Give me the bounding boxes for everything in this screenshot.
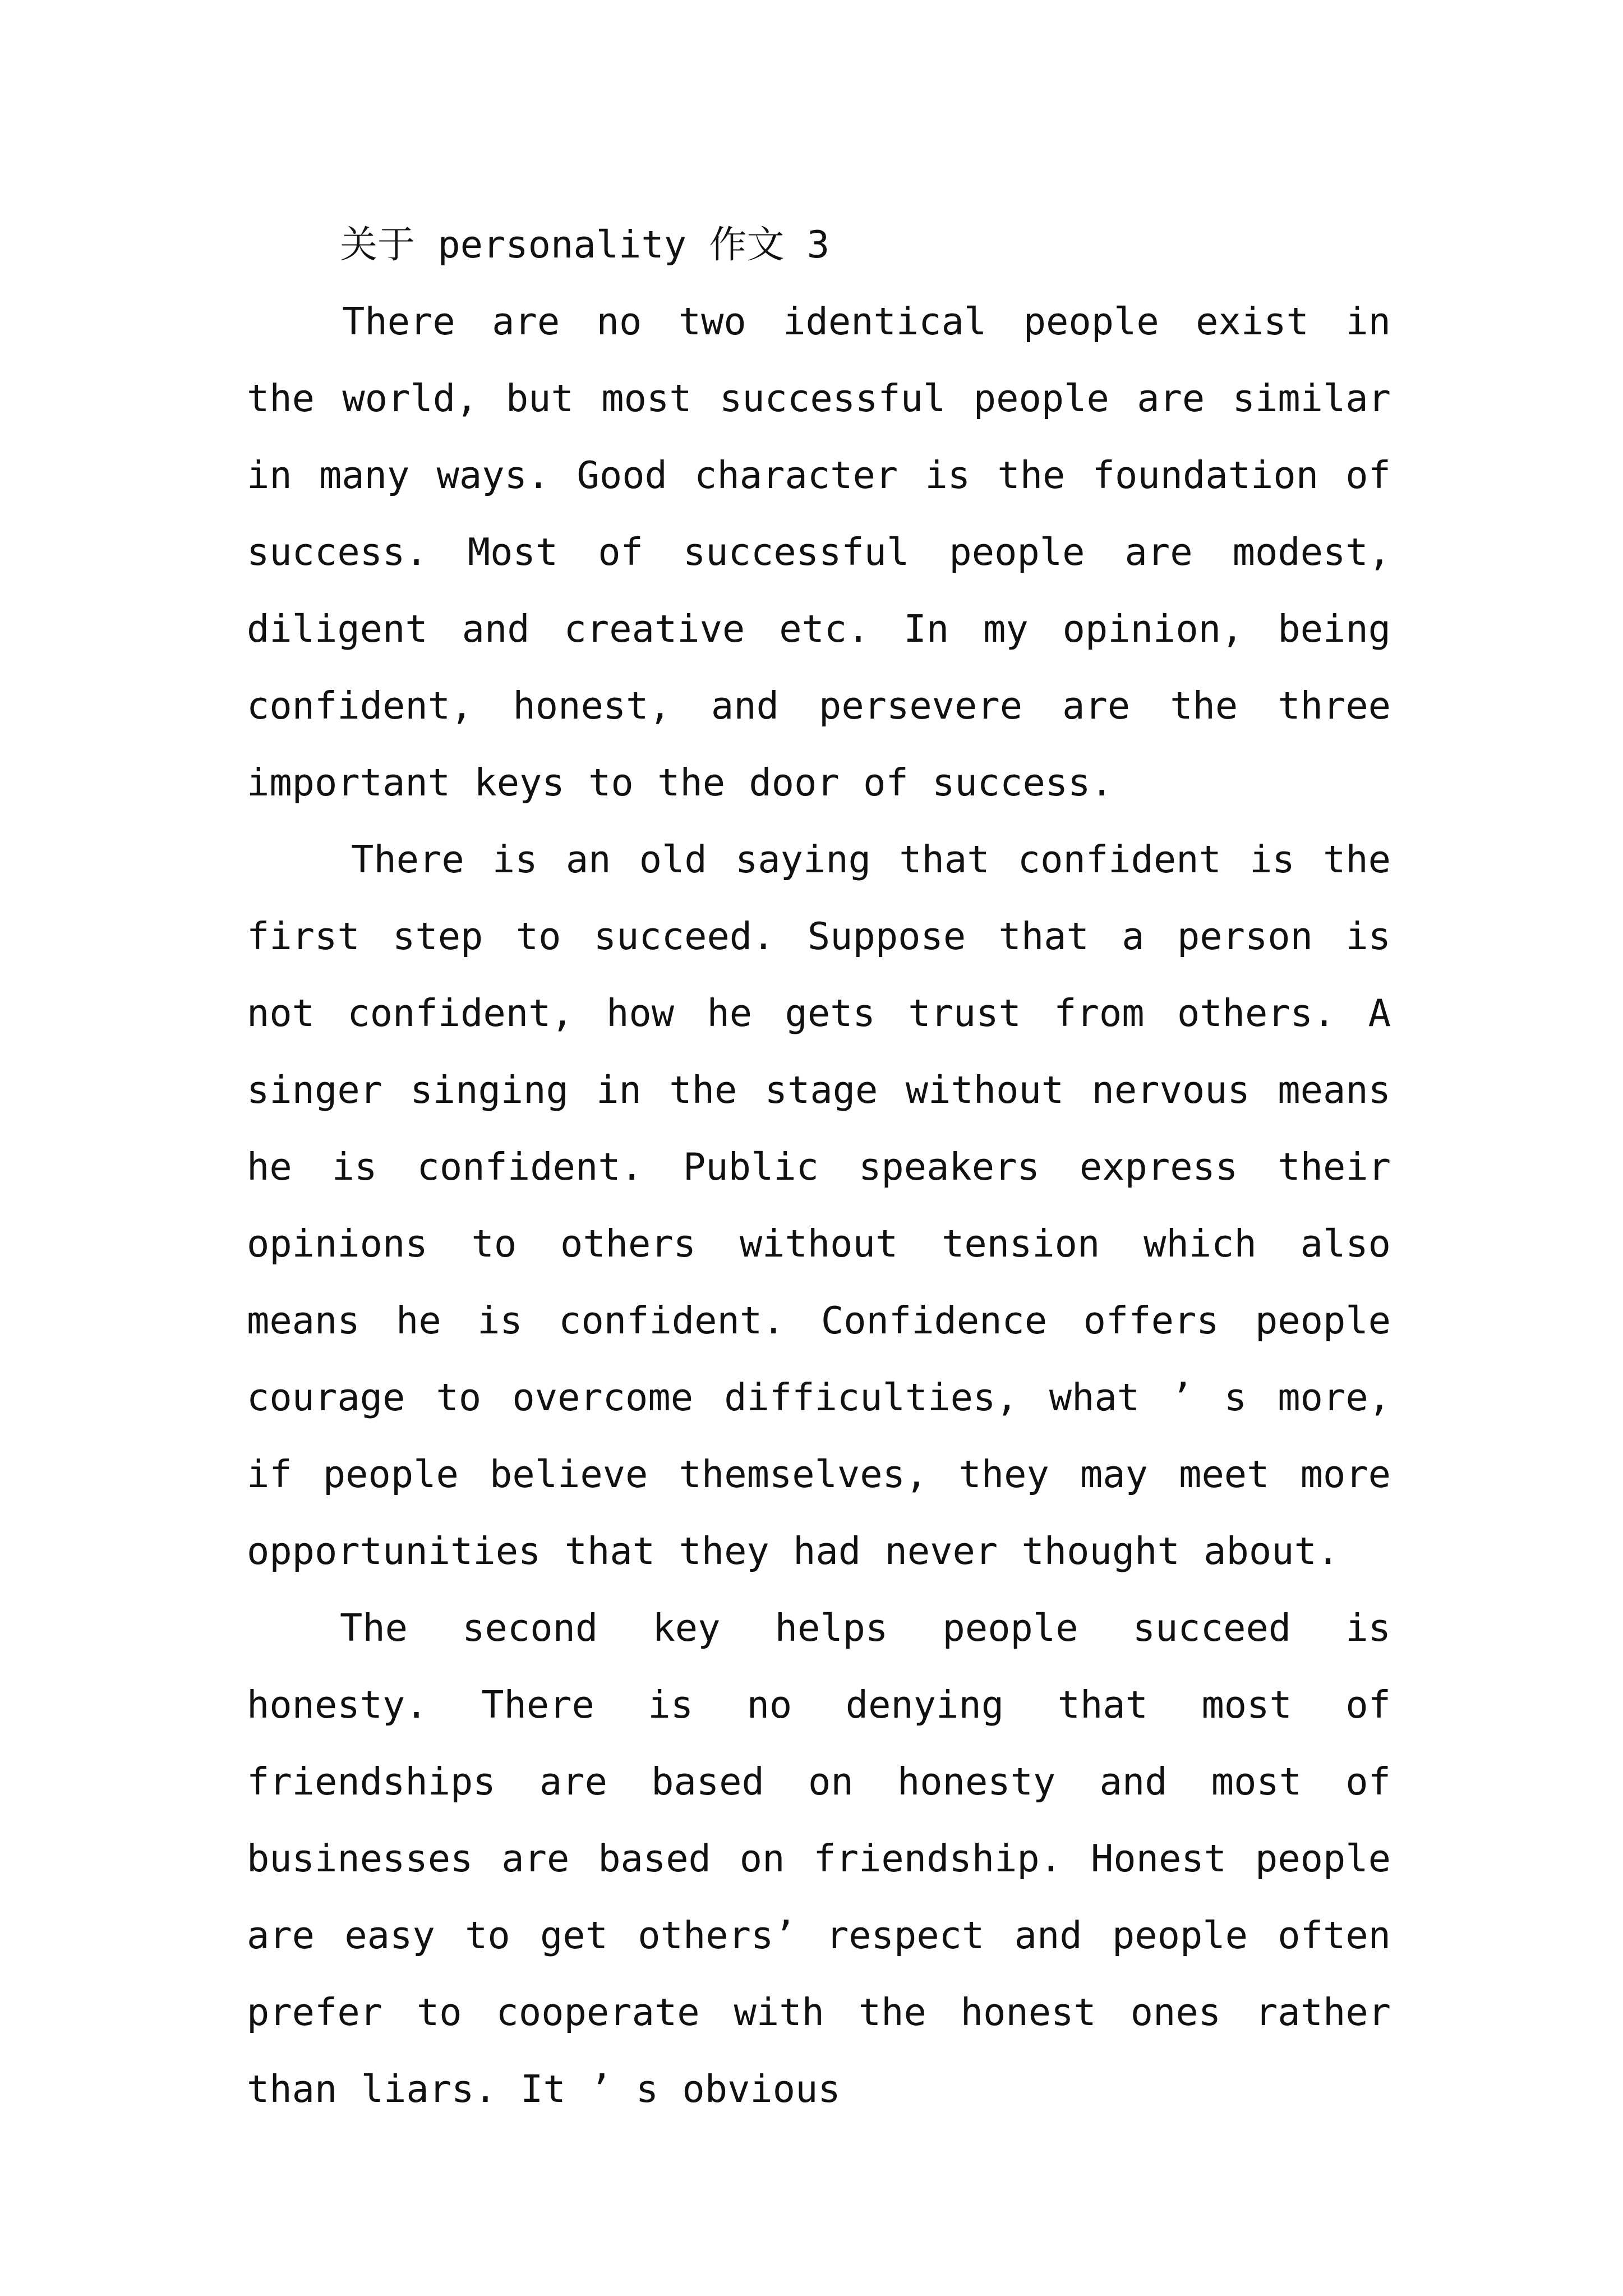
paragraph-1: There are no two identical people exist in the world, but most successful people are similar in many ways. Good character is the foundation of success. Most of successful people are modest, diligent and creative etc. In my opinion, being confident, honest, and persevere are the three important keys to the door of success. bbox=[247, 300, 1391, 804]
paragraph-3: The second key helps people succeed is honesty. There is no denying that most of friendships are based on honesty and most of businesses are based on friendship. Honest people are easy to get others’ respect and people often prefer to cooperate with the honest ones rather than liars. It ’ s obvious bbox=[247, 1606, 1391, 2111]
document-title: 关于 personality 作文 3 bbox=[340, 223, 830, 266]
paragraph-2: There is an old saying that confident is the first step to succeed. Suppose that a person is not confident, how he gets trust from others. A singer singing in the stage without nervous means he is confident. Public speakers express their opinions to others without tension which also means he is confident. Confidence offers people courage to overcome difficulties, what ’ s more, if people believe themselves, they may meet more opportunities that they had never thought about. bbox=[247, 838, 1391, 1573]
document-body bbox=[247, 206, 1391, 2128]
